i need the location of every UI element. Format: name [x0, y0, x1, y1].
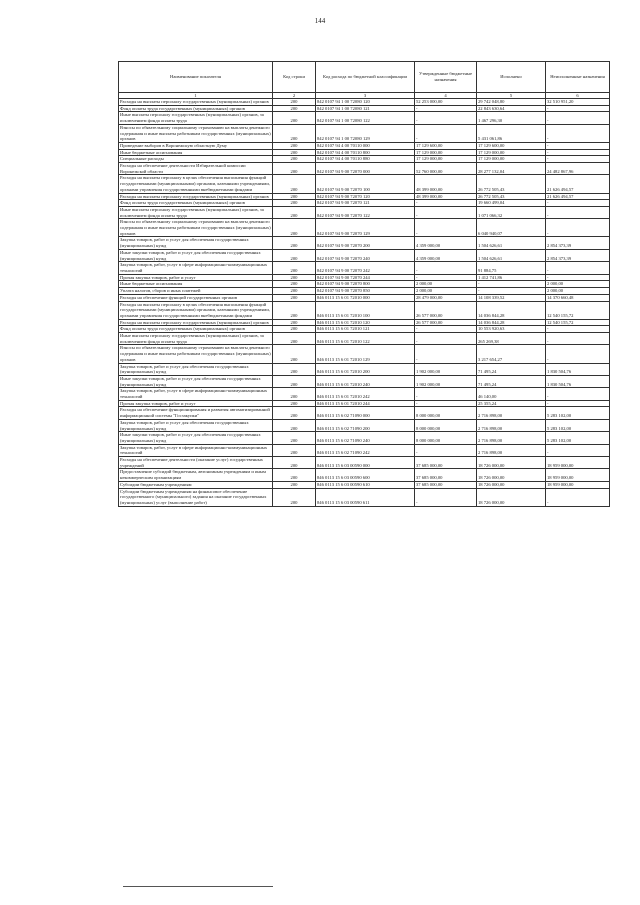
row-executed: 5 431 061,86: [477, 124, 546, 142]
row-approved: 2 000,00: [415, 288, 477, 295]
table-row: [119, 333, 610, 345]
row-line-code: 200: [273, 345, 316, 363]
row-name: Расходы на обеспечение деятельности (оказание услуг) государственных учреждений: [119, 457, 273, 469]
row-line-code: 200: [273, 262, 316, 274]
row-approved: 1 902 000,00: [415, 375, 477, 387]
row-line-code: 200: [273, 444, 316, 456]
row-name: Иные выплаты персоналу государственных (муниципальных) органов, за исключением фонда оплаты труда: [119, 206, 273, 218]
row-name: Закупка товаров, работ, услуг в сфере информационно-коммуникационных технологий: [119, 388, 273, 400]
row-approved: 37 685 000,00: [415, 469, 477, 481]
row-name: Расходы на обеспечение деятельности Избирательной комиссии Воронежской области: [119, 163, 273, 175]
row-approved: -: [415, 345, 477, 363]
row-line-code: 200: [273, 407, 316, 419]
row-line-code: 200: [273, 388, 316, 400]
row-unexecuted: -: [546, 488, 610, 506]
row-approved: -: [415, 219, 477, 237]
row-executed: 265 269,38: [477, 333, 546, 345]
row-line-code: 200: [273, 99, 316, 106]
table-row: [119, 274, 610, 281]
row-unexecuted: 1 830 504,76: [546, 363, 610, 375]
row-budget-code: 846 0113 15 6 01 72010 240: [316, 375, 415, 387]
row-line-code: 200: [273, 163, 316, 175]
row-line-code: 200: [273, 175, 316, 193]
row-name: Субсидии бюджетным учреждениям на финансовое обеспечение государственного (муниципального) задания на оказание государственных (муниципальных) услуг (выполнение работ): [119, 488, 273, 506]
row-name: Расходы на выплаты персоналу государственных (муниципальных) органов: [119, 193, 273, 200]
row-budget-code: 846 0113 15 6 01 72010 122: [316, 333, 415, 345]
row-executed: 28 277 132,04: [477, 163, 546, 175]
table-row: [119, 457, 610, 469]
row-name: Предоставление субсидий бюджетным, автономным учреждениям и иным некоммерческим организациям: [119, 469, 273, 481]
row-approved: -: [415, 274, 477, 281]
row-budget-code: 846 0113 15 6 03 00590 611: [316, 488, 415, 506]
row-approved: 17 129 000,00: [415, 156, 477, 163]
table-row: [119, 99, 610, 106]
row-budget-code: 842 0107 94 9 00 72070 850: [316, 288, 415, 295]
table-row: [119, 163, 610, 175]
table-row: [119, 326, 610, 333]
row-unexecuted: -: [546, 124, 610, 142]
row-name: Иные выплаты персоналу государственных (муниципальных) органов, за исключением фонда оплаты труда: [119, 112, 273, 124]
row-approved: 52 760 000,00: [415, 163, 477, 175]
column-number: 6: [546, 93, 610, 99]
header-executed: Исполнено: [477, 62, 546, 93]
row-line-code: 200: [273, 274, 316, 281]
row-name: Закупка товаров, работ и услуг для обеспечения государственных (муниципальных) нужд: [119, 363, 273, 375]
row-budget-code: 846 0113 15 6 01 72010 100: [316, 301, 415, 319]
column-number: 4: [415, 93, 477, 99]
row-unexecuted: -: [546, 105, 610, 112]
row-executed: 1 467 296,30: [477, 112, 546, 124]
row-line-code: 200: [273, 488, 316, 506]
row-executed: 18 726 000,00: [477, 469, 546, 481]
table-row: [119, 281, 610, 288]
row-line-code: 200: [273, 142, 316, 149]
table-row: [119, 124, 610, 142]
row-budget-code: 842 0107 94 1 00 72080 121: [316, 105, 415, 112]
row-unexecuted: -: [546, 200, 610, 207]
table-row: [119, 345, 610, 363]
row-approved: 4 359 000,00: [415, 237, 477, 249]
row-executed: 25 355,24: [477, 400, 546, 407]
row-budget-code: 842 0107 94 9 00 72070 100: [316, 175, 415, 193]
row-line-code: 200: [273, 400, 316, 407]
row-executed: 14 036 844,28: [477, 301, 546, 319]
row-unexecuted: -: [546, 206, 610, 218]
row-executed: -: [477, 281, 546, 288]
table-row: [119, 200, 610, 207]
row-budget-code: 846 0113 15 6 01 72010 000: [316, 294, 415, 301]
row-approved: -: [415, 488, 477, 506]
row-line-code: 200: [273, 237, 316, 249]
row-name: Иные закупки товаров, работ и услуг для обеспечения государственных (муниципальных) нужд: [119, 375, 273, 387]
row-executed: 3 217 654,27: [477, 345, 546, 363]
row-executed: -: [477, 288, 546, 295]
row-unexecuted: -: [546, 326, 610, 333]
row-line-code: 200: [273, 333, 316, 345]
column-number: 1: [119, 93, 273, 99]
row-approved: 37 685 000,00: [415, 481, 477, 488]
row-budget-code: 842 0107 94 1 00 72080 120: [316, 99, 415, 106]
row-name: Иные бюджетные ассигнования: [119, 149, 273, 156]
table-row: [119, 319, 610, 326]
row-name: Расходы на выплаты персоналу государственных (муниципальных) органов: [119, 319, 273, 326]
table-row: [119, 400, 610, 407]
row-executed: 1 071 066,32: [477, 206, 546, 218]
row-approved: 26 577 000,00: [415, 301, 477, 319]
row-budget-code: 842 0107 94 9 00 72070 121: [316, 200, 415, 207]
table-row: [119, 142, 610, 149]
row-unexecuted: 18 959 000,00: [546, 457, 610, 469]
row-executed: 91 884,75: [477, 262, 546, 274]
row-budget-code: 846 0113 15 6 02 71090 240: [316, 432, 415, 444]
row-executed: 10 553 920,63: [477, 326, 546, 333]
row-name: Взносы по обязательному социальному страхованию на выплаты денежного содержания и иные выплаты работникам государственных (муниципальных) органов: [120, 219, 271, 236]
row-budget-code: 846 0113 15 6 02 71090 000: [316, 407, 415, 419]
row-unexecuted: 5 283 102,00: [546, 432, 610, 444]
row-budget-code: 846 0113 15 6 02 71090 242: [316, 444, 415, 456]
row-unexecuted: 14 370 660,48: [546, 294, 610, 301]
row-executed: 2 716 898,00: [477, 407, 546, 419]
row-name: Фонд оплаты труда государственных (муниципальных) органов: [119, 200, 273, 207]
row-approved: -: [415, 105, 477, 112]
row-executed: 26 772 505,43: [477, 175, 546, 193]
row-budget-code: 846 0113 15 6 01 72010 200: [316, 363, 415, 375]
row-approved: -: [415, 206, 477, 218]
row-line-code: 200: [273, 301, 316, 319]
row-budget-code: 842 0107 94 4 00 70110 880: [316, 156, 415, 163]
row-name: Расходы на выплаты персоналу государственных (муниципальных) органов: [119, 99, 273, 106]
row-line-code: 200: [273, 219, 316, 237]
row-unexecuted: 2 854 373,39: [546, 237, 610, 249]
row-name: Закупка товаров, работ и услуг для обеспечения государственных (муниципальных) нужд: [119, 237, 273, 249]
row-approved: 48 399 000,00: [415, 175, 477, 193]
row-line-code: 200: [273, 156, 316, 163]
row-unexecuted: -: [546, 333, 610, 345]
row-unexecuted: 5 283 102,00: [546, 419, 610, 431]
row-budget-code: 846 0113 15 6 01 72010 242: [316, 388, 415, 400]
row-unexecuted: 5 283 102,00: [546, 407, 610, 419]
row-budget-code: 842 0107 94 1 00 72080 129: [316, 124, 415, 142]
row-unexecuted: 18 959 000,00: [546, 481, 610, 488]
header-name: Наименование показателя: [119, 62, 273, 93]
row-line-code: 200: [273, 375, 316, 387]
row-name: Уплата налогов, сборов и иных платежей: [119, 288, 273, 295]
row-approved: -: [415, 200, 477, 207]
row-name: Иные закупки товаров, работ и услуг для обеспечения государственных (муниципальных) нужд: [119, 432, 273, 444]
table-row: [119, 175, 610, 193]
row-approved: 28 479 000,00: [415, 294, 477, 301]
table-row: [119, 156, 610, 163]
row-approved: 8 000 000,00: [415, 419, 477, 431]
row-line-code: 200: [273, 124, 316, 142]
row-executed: 14 036 844,28: [477, 319, 546, 326]
row-budget-code: 846 0113 15 6 01 72010 244: [316, 400, 415, 407]
column-number: 5: [477, 93, 546, 99]
row-name: Прочая закупка товаров, работ и услуг: [119, 400, 273, 407]
row-approved: -: [415, 262, 477, 274]
row-unexecuted: 24 482 867,96: [546, 163, 610, 175]
row-approved: 8 000 000,00: [415, 432, 477, 444]
row-name: Иные выплаты персоналу государственных (муниципальных) органов, за исключением фонда оплаты труда: [119, 333, 273, 345]
row-approved: 26 577 000,00: [415, 319, 477, 326]
row-unexecuted: -: [546, 219, 610, 237]
table-row: [119, 301, 610, 319]
footer-divider: [123, 886, 273, 887]
row-unexecuted: -: [546, 274, 610, 281]
page-number: 144: [314, 17, 326, 25]
row-unexecuted: -: [546, 112, 610, 124]
row-name: Расходы на выплаты персоналу в целях обеспечения выполнения функций государственными (муниципальными) органами, казенными учреждениями, органами управления государственными внебюджетными фондами: [119, 301, 273, 319]
row-line-code: 200: [273, 419, 316, 431]
row-line-code: 200: [273, 149, 316, 156]
header-approved: Утвержденные бюджетные назначения: [415, 62, 477, 93]
table-row: [119, 488, 610, 506]
row-approved: -: [415, 112, 477, 124]
row-unexecuted: -: [546, 149, 610, 156]
table-row: [119, 469, 610, 481]
row-unexecuted: 18 959 000,00: [546, 469, 610, 481]
row-executed: 22 843 630,64: [477, 105, 546, 112]
row-name: Фонд оплаты труда государственных (муниципальных) органов: [119, 105, 273, 112]
table-row: [119, 419, 610, 431]
table-row: [119, 407, 610, 419]
row-executed: 29 742 048,80: [477, 99, 546, 106]
row-line-code: 200: [273, 319, 316, 326]
table-row: [119, 105, 610, 112]
row-name: Взносы по обязательному социальному страхованию на выплаты денежного содержания и иные выплаты работникам государственных (муниципальных) органов: [120, 345, 271, 362]
row-executed: 2 716 898,00: [477, 419, 546, 431]
row-budget-code: 842 0107 94 9 00 72070 129: [316, 219, 415, 237]
row-approved: 4 359 000,00: [415, 249, 477, 261]
row-executed: 17 129 000,00: [477, 156, 546, 163]
row-name: Прочая закупка товаров, работ и услуг: [119, 274, 273, 281]
row-budget-code: 842 0107 94 4 00 70110 000: [316, 142, 415, 149]
row-line-code: 200: [273, 457, 316, 469]
header-line-code: Код строки: [273, 62, 316, 93]
row-budget-code: 846 0113 15 6 03 00590 610: [316, 481, 415, 488]
row-approved: 52 253 000,00: [415, 99, 477, 106]
row-executed: 6 040 940,07: [477, 219, 546, 237]
header-unexecuted: Неисполненные назначения: [546, 62, 610, 93]
table-row: [119, 363, 610, 375]
budget-table: [118, 61, 610, 507]
row-line-code: 200: [273, 206, 316, 218]
row-unexecuted: 12 540 155,72: [546, 319, 610, 326]
row-executed: 19 660 499,04: [477, 200, 546, 207]
table-row: [119, 375, 610, 387]
row-executed: 18 726 000,00: [477, 457, 546, 469]
row-name: Иные закупки товаров, работ и услуг для обеспечения государственных (муниципальных) нужд: [119, 249, 273, 261]
row-name: Проведение выборов в Воронежскую областную Думу: [119, 142, 273, 149]
table-row: [119, 219, 610, 237]
row-executed: 46 140,00: [477, 388, 546, 400]
row-executed: 26 772 505,43: [477, 193, 546, 200]
row-approved: -: [415, 333, 477, 345]
row-approved: 17 129 600,00: [415, 142, 477, 149]
row-name: Закупка товаров, работ и услуг для обеспечения государственных (муниципальных) нужд: [119, 419, 273, 431]
table-row: [119, 193, 610, 200]
row-budget-code: 842 0107 94 9 00 72070 242: [316, 262, 415, 274]
table-row: [119, 149, 610, 156]
row-budget-code: 846 0113 15 6 03 00590 600: [316, 469, 415, 481]
row-approved: 2 000,00: [415, 281, 477, 288]
table-row: [119, 294, 610, 301]
table-row: [119, 288, 610, 295]
row-unexecuted: 12 540 155,72: [546, 301, 610, 319]
row-executed: 1 504 626,61: [477, 237, 546, 249]
row-unexecuted: -: [546, 444, 610, 456]
row-line-code: 200: [273, 294, 316, 301]
row-name: Субсидии бюджетным учреждениям: [119, 481, 273, 488]
row-budget-code: 846 0113 15 6 01 72010 121: [316, 326, 415, 333]
row-executed: 71 495,24: [477, 363, 546, 375]
row-name: Закупка товаров, работ, услуг в сфере информационно-коммуникационных технологий: [119, 262, 273, 274]
row-budget-code: 842 0107 94 1 00 72080 122: [316, 112, 415, 124]
row-line-code: 200: [273, 469, 316, 481]
row-executed: 18 726 000,00: [477, 488, 546, 506]
column-number: 2: [273, 93, 316, 99]
row-line-code: 200: [273, 326, 316, 333]
table-row: [119, 206, 610, 218]
row-budget-code: 842 0107 94 9 00 72070 800: [316, 281, 415, 288]
table-row: [119, 388, 610, 400]
row-executed: 17 129 000,00: [477, 149, 546, 156]
row-approved: 37 685 000,00: [415, 457, 477, 469]
row-line-code: 200: [273, 105, 316, 112]
row-name: Иные бюджетные ассигнования: [119, 281, 273, 288]
row-approved: -: [415, 388, 477, 400]
row-budget-code: 842 0107 94 9 00 72070 244: [316, 274, 415, 281]
row-budget-code: 842 0107 94 9 00 72070 122: [316, 206, 415, 218]
row-name: Взносы по обязательному социальному страхованию на выплаты денежного содержания и иные выплаты работникам государственных (муниципальных) органов: [120, 124, 271, 142]
row-approved: 48 399 000,00: [415, 193, 477, 200]
row-unexecuted: -: [546, 400, 610, 407]
row-line-code: 200: [273, 249, 316, 261]
header-budget-code: Код расхода по бюджетной классификации: [316, 62, 415, 93]
row-budget-code: 846 0113 15 6 03 00590 000: [316, 457, 415, 469]
row-budget-code: 846 0113 15 6 01 72010 120: [316, 319, 415, 326]
row-unexecuted: 2 000,00: [546, 288, 610, 295]
row-budget-code: 846 0113 15 6 02 71090 200: [316, 419, 415, 431]
row-executed: 2 716 898,00: [477, 444, 546, 456]
row-unexecuted: -: [546, 388, 610, 400]
row-name: Расходы на обеспечение функций государственных органов: [119, 294, 273, 301]
row-unexecuted: -: [546, 142, 610, 149]
row-approved: -: [415, 124, 477, 142]
row-line-code: 200: [273, 112, 316, 124]
row-executed: 1 412 741,86: [477, 274, 546, 281]
table-row: [119, 237, 610, 249]
row-unexecuted: 21 626 494,57: [546, 175, 610, 193]
row-unexecuted: 32 510 951,20: [546, 99, 610, 106]
row-approved: 8 000 000,00: [415, 407, 477, 419]
row-line-code: 200: [273, 281, 316, 288]
row-line-code: 200: [273, 288, 316, 295]
row-budget-code: 842 0107 94 4 00 70110 800: [316, 149, 415, 156]
row-budget-code: 842 0107 94 9 00 72070 000: [316, 163, 415, 175]
row-name: Расходы на обеспечение функционирования и развития автоматизированной информационной системы "Госзакупки": [119, 407, 273, 419]
row-approved: -: [415, 326, 477, 333]
row-name: Закупка товаров, работ, услуг в сфере информационно-коммуникационных технологий: [119, 444, 273, 456]
row-unexecuted: 1 830 504,76: [546, 375, 610, 387]
row-executed: 17 129 600,00: [477, 142, 546, 149]
row-approved: 17 129 000,00: [415, 149, 477, 156]
row-unexecuted: -: [546, 262, 610, 274]
row-executed: 71 495,24: [477, 375, 546, 387]
row-approved: -: [415, 400, 477, 407]
table-header-row: [119, 62, 610, 93]
row-line-code: 200: [273, 363, 316, 375]
row-name: Расходы на выплаты персоналу в целях обеспечения выполнения функций государственными (муниципальными) органами, казенными учреждениями, органами управления государственными внебюджетными фондами: [119, 175, 273, 193]
table-row: [119, 481, 610, 488]
table-row: [119, 112, 610, 124]
row-budget-code: 842 0107 94 9 00 72070 120: [316, 193, 415, 200]
row-approved: 1 902 000,00: [415, 363, 477, 375]
table-row: [119, 262, 610, 274]
row-executed: 14 108 339,52: [477, 294, 546, 301]
row-unexecuted: -: [546, 345, 610, 363]
row-unexecuted: -: [546, 156, 610, 163]
row-budget-code: 842 0107 94 9 00 72070 200: [316, 237, 415, 249]
row-executed: 1 504 626,61: [477, 249, 546, 261]
row-executed: 2 716 898,00: [477, 432, 546, 444]
row-name: Специальные расходы: [119, 156, 273, 163]
row-line-code: 200: [273, 432, 316, 444]
table-row: [119, 249, 610, 261]
table-row: [119, 444, 610, 456]
row-name: Фонд оплаты труда государственных (муниципальных) органов: [119, 326, 273, 333]
row-budget-code: 846 0113 15 6 01 72010 129: [316, 345, 415, 363]
row-approved: -: [415, 444, 477, 456]
row-line-code: 200: [273, 200, 316, 207]
row-unexecuted: 2 854 373,39: [546, 249, 610, 261]
table-row: [119, 432, 610, 444]
row-budget-code: 842 0107 94 9 00 72070 240: [316, 249, 415, 261]
row-executed: 18 726 000,00: [477, 481, 546, 488]
row-unexecuted: 21 626 494,57: [546, 193, 610, 200]
row-unexecuted: 2 000,00: [546, 281, 610, 288]
row-line-code: 200: [273, 481, 316, 488]
row-line-code: 200: [273, 193, 316, 200]
column-number: 3: [316, 93, 415, 99]
